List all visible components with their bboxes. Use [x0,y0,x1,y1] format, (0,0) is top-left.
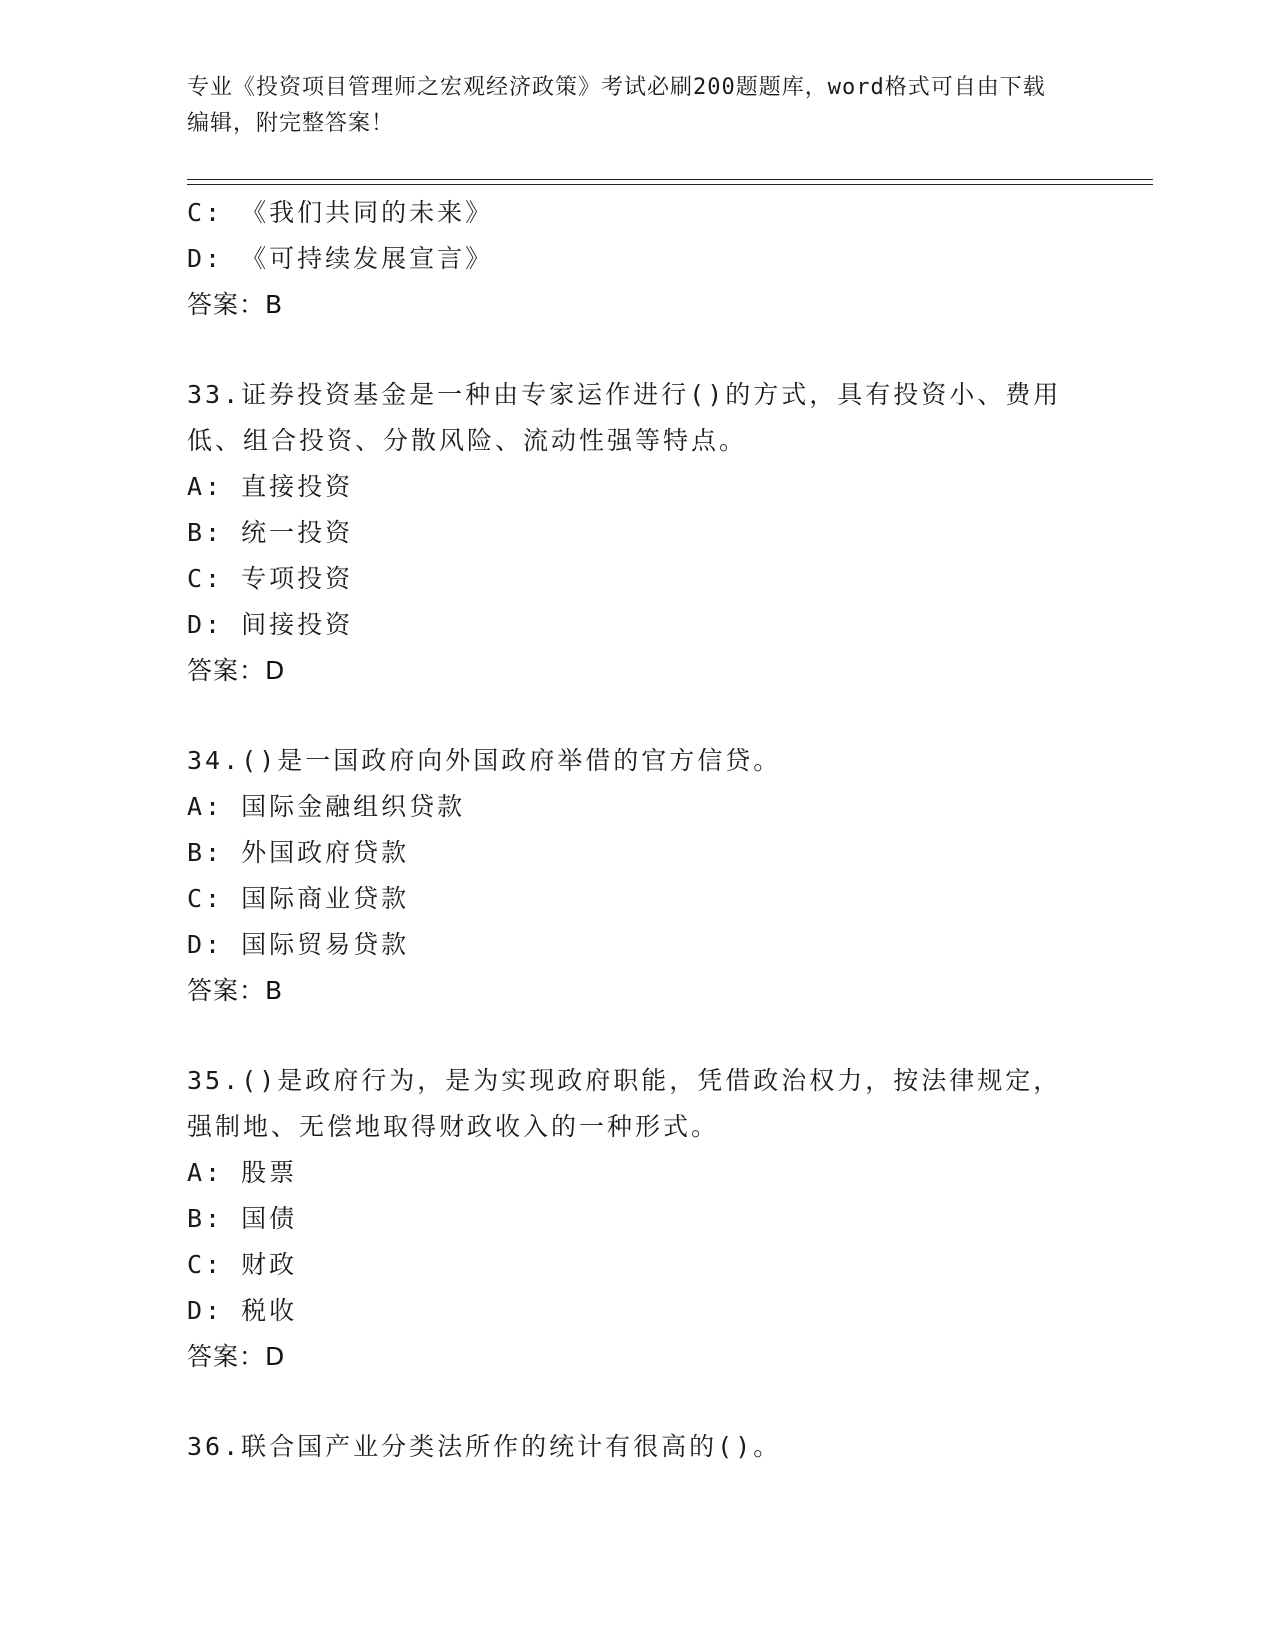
previous-question-tail [187,190,1087,328]
option-b: B: 外国政府贷款 [187,838,410,867]
option-a: A: 国际金融组织贷款 [187,792,466,821]
answer-line: 答案：B [187,976,284,1005]
option-a: A: 股票 [187,1158,298,1187]
option-a: A: 直接投资 [187,472,354,501]
header-rule-top [187,179,1153,180]
option-b: B: 统一投资 [187,518,354,547]
question-36 [187,1424,1087,1470]
option-c: C: 专项投资 [187,564,354,593]
question-text: 34.()是一国政府向外国政府举借的官方信贷。 [187,746,782,775]
answer-line: 答案：D [187,656,286,685]
document-header: 专业《投资项目管理师之宏观经济政策》考试必刷200题题库，word格式可自由下载编辑，附完整答案！ [187,75,1046,136]
answer-line: 答案：B [187,290,284,319]
question-text: 36.联合国产业分类法所作的统计有很高的()。 [187,1432,782,1461]
question-33 [187,372,1087,694]
option-d: D: 税收 [187,1296,298,1325]
header-rule-bottom [187,184,1153,185]
option-d: D: 国际贸易贷款 [187,930,410,959]
question-35 [187,1058,1087,1380]
option-c: C: 《我们共同的未来》 [187,198,494,227]
option-d: D: 间接投资 [187,610,354,639]
question-text: 33.证券投资基金是一种由专家运作进行()的方式，具有投资小、费用低、组合投资、分散风险、流动性强等特点。 [187,380,1062,455]
option-b: B: 国债 [187,1204,298,1233]
option-d: D: 《可持续发展宣言》 [187,244,494,273]
question-34 [187,738,1087,1014]
option-c: C: 国际商业贷款 [187,884,410,913]
answer-line: 答案：D [187,1342,286,1371]
option-c: C: 财政 [187,1250,298,1279]
question-text: 35.()是政府行为，是为实现政府职能，凭借政治权力，按法律规定，强制地、无偿地取得财政收入的一种形式。 [187,1066,1062,1141]
question-content [187,190,1087,1470]
